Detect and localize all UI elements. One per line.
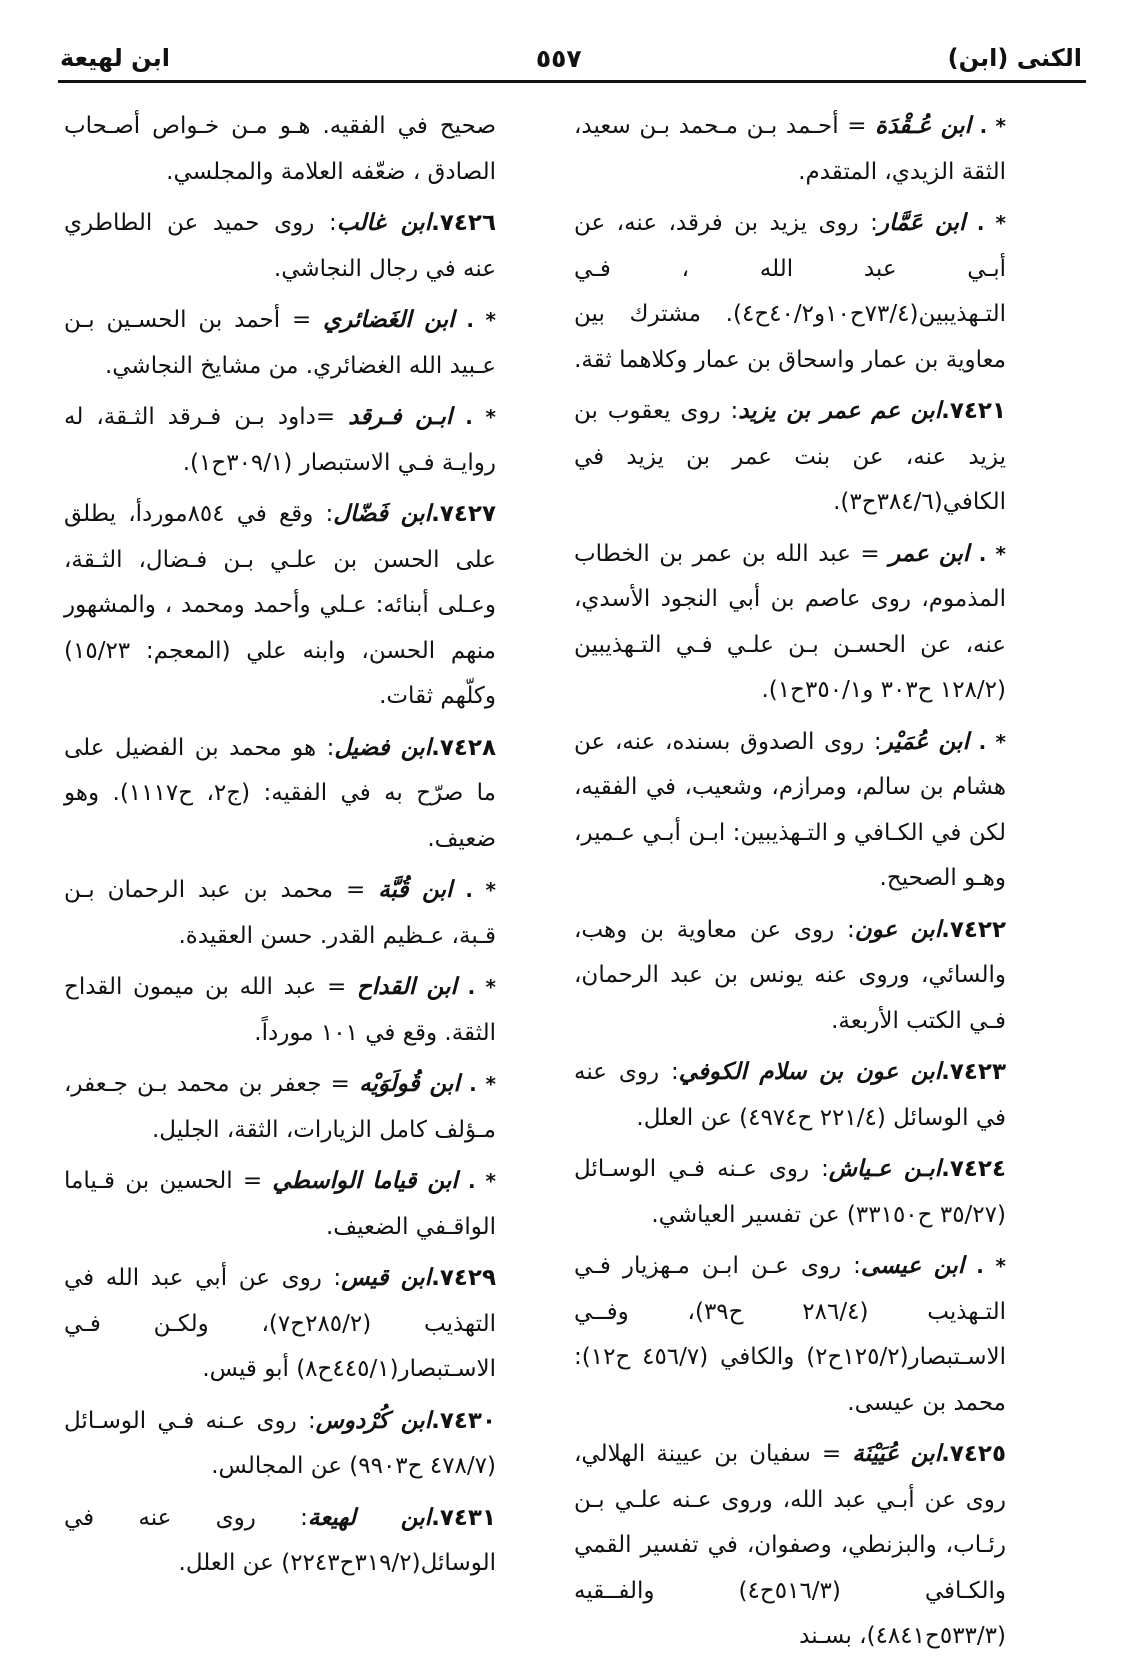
entry-name: ابن قياما الواسطي [272, 1168, 458, 1194]
entry [64, 868, 496, 959]
entry [64, 298, 496, 389]
entry [574, 532, 1006, 714]
entry-number: ٧٤٣١. [431, 1504, 496, 1531]
header-divider [58, 80, 1086, 83]
entry-number: ٧٤٢٥. [941, 1441, 1006, 1467]
entry-text: : روى عـنه فـي الوسـائل (٣٥/٢٧ ح٣٣١٥٠) عن تفسير العياشي. [574, 1156, 1006, 1228]
entry-name: ابن غالب [336, 210, 432, 236]
entry-name: ابن عون [854, 916, 942, 943]
entry-number: ٧٤٢١. [941, 398, 1006, 424]
entry-name: ابـن عـياش [828, 1156, 942, 1182]
entry-text: : روى عن أبي عبد الله في التهذيب (٢٨٥/٢ح٧)، ولكـن فـي الاسـتبصار(٤٤٥/١ح٨) أبو قيس. [64, 1265, 496, 1382]
entry-name: ابن فضيل [334, 734, 432, 761]
left-column [64, 104, 496, 1593]
entry-marker: * . [978, 729, 1006, 754]
entry-text: = عبد الله بن ميمون القداح الثقة. وقع في ١٠١ مورداً. [64, 974, 496, 1046]
entry-text: = جعفر بن محمد بـن جـعفر، مـؤلف كامل الزيارات، الثقة، الجليل. [64, 1071, 496, 1143]
entry-text: : روى يزيد بن فرقد، عنه، عن أبـي عبد الله ، فـي التـهذيبين(٧٣/٤ح١٠و٤٠/٢ح٤). مشترك بين معاوية بن عمار واسحاق بن عمار وكلاهما ثقة. [574, 210, 1006, 373]
entry-marker: * . [465, 878, 496, 902]
page-number: ٥٥٧ [535, 43, 582, 73]
entry-name: ابن عُيَيْنَة [852, 1441, 942, 1467]
entry-name: ابن عمر [889, 540, 970, 567]
entry-marker: * . [976, 211, 1006, 235]
entry-number: ٧٤٢٧. [431, 501, 496, 527]
entry [574, 1147, 1006, 1238]
entry-number: ٧٤٢٩. [431, 1265, 496, 1291]
entry-number: ٧٤٢٤. [941, 1156, 1006, 1182]
entry-continuation: صحيح في الفقيه. هـو مـن خـواص أصـحاب الصادق ، ضعّفه العلامة والمجلسي. [64, 113, 496, 185]
entry-text: : روى عن معاوية بن وهب، والسائي، وروى عنه يونس بن عبد الرحمان، فـي الكتب الأربعة. [574, 916, 1006, 1034]
entry-name: ابن الغَضائري [323, 307, 455, 333]
right-column [574, 104, 1006, 1666]
entry-text: : روى عـن ابـن مـهزيار فـي التـهذيب (٢٨٦/٤ ح٣٩)، وفــي الاسـتبصار(١٢٥/٢ح٢) والكافي (٤٥٦/٧ ح١٢): محمد بن عيسى. [574, 1253, 1006, 1416]
entry [574, 104, 1006, 195]
entry-text: : روى حميد عن الطاطري عنه في رجال النجاشي. [64, 210, 496, 282]
entry-text: = عبد الله بن عمر بن الخطاب المذموم، روى عاصم بن أبي النجود الأسدي، عنه، عن الحسـن بـن علـي فـي التـهذيبين (١٢٨/٢ ح٣٠٣ و٣٥٠/١ح١). [574, 540, 1006, 703]
header-section-title: الكنى (ابن) [947, 44, 1082, 72]
entry [64, 1256, 496, 1393]
entry-text: =داود بـن فـرقد الثـقة، له روايـة فـي الاستبصار (٣٠٩/١ح١). [64, 404, 496, 476]
entry-marker: * . [979, 114, 1006, 138]
entry-name: ابن عون بن سلام الكوفي [678, 1059, 942, 1085]
entry-name: ابن قيس [341, 1265, 432, 1291]
entry-name: ابن قُبَّة [378, 877, 453, 903]
entry-name: ابن عَمَّار [877, 210, 966, 236]
entry [64, 1399, 496, 1490]
entry-marker: * . [467, 975, 496, 999]
entry-text: = أحـمد بـن مـحمد بـن سعيد، الثقة الزيدي، المتقدم. [574, 113, 1006, 185]
entry-number: ٧٤٢٣. [941, 1059, 1006, 1085]
entry [574, 201, 1006, 383]
entry-text: = أحمد بن الحسـين بـن عـبيد الله الغضائري. من مشايخ النجاشي. [64, 307, 496, 379]
entry-text: : روى الصدوق بسنده، عنه، عن هشام بن سالم، ومرازم، وشعيب، في الفقيه، لكن في الكـافي و التـهذيبين: ابـن أبـي عـمير، وهـو الصحيح. [574, 728, 1006, 891]
entry-text: : هو محمد بن الفضيل على ما صرّح به في الفقيه: (ج٢، ح١١١٧). وهو ضعيف. [64, 734, 496, 852]
entry [574, 1432, 1006, 1660]
entry-text: = محمد بن عبد الرحمان بـن قـبة، عـظيم القدر. حسن العقيدة. [64, 877, 496, 949]
entry-name: ابن عُـقْدَة [875, 113, 972, 139]
entry-name: ابن القداح [356, 974, 457, 1000]
entry-text: : روى يعقوب بن يزيد عنه، عن بنت عمر بن يزيد في الكافي(٣٨٤/٦ح٣). [574, 398, 1006, 515]
entry [574, 389, 1006, 526]
entry-name: ابن لهيعة [307, 1504, 432, 1531]
entry [64, 1159, 496, 1250]
entry-text: : روى عـنه فـي الوسـائل (٤٧٨/٧ ح٩٩٠٣) عن المجالس. [64, 1407, 496, 1479]
entry [574, 1244, 1006, 1426]
entry [64, 201, 496, 292]
entry [64, 395, 496, 486]
entry-text: = سفيان بن عيينة الهلالي، روى عن أبـي عبد الله، وروى عـنه علـي بـن رئـاب، والبزنطي، وصفوان، في تفسير القمي والكـافي (٥١٦/٣ح٤) والفــقيه (٥٣٣/٣ح٤٨٤١)، بسـند [574, 1441, 1007, 1649]
entry-name: ابن عيسى [860, 1253, 965, 1279]
entry-name: ابن قُولَوَيْه [359, 1071, 460, 1097]
entry [574, 908, 1006, 1045]
entry [574, 1050, 1006, 1141]
entry [64, 726, 496, 863]
entry-marker: * . [976, 1254, 1006, 1278]
header-running-title: ابن لهيعة [60, 44, 170, 72]
entry-name: ابـن فـرقد [348, 404, 453, 430]
entry-text: : وقع في ٨٥٤موردأ، يطلق على الحسن بن علـي بـن فـضال، الثـقة، وعـلى أبنائه: عـلي وأحمد ومحمد ، والمشهور منهم الحسن، وابنه علي (المعجم: ١٥/٢٣) وكلّهم ثقات. [64, 501, 496, 709]
entry-marker: * . [468, 1169, 496, 1193]
entry-number: ٧٤٣٠. [431, 1407, 496, 1434]
entry [64, 1062, 496, 1153]
entry-name: ابن فَضّال [333, 501, 432, 527]
entry [574, 720, 1006, 902]
entry-marker: * . [465, 405, 496, 429]
entry-marker: * . [466, 308, 497, 332]
entry-text: : روى عنه في الوسائل (٢٢١/٤ ح٤٩٧٤) عن العلل. [574, 1059, 1006, 1131]
entry-text: = الحسين بن قـياما الواقـفي الضعيف. [64, 1168, 496, 1240]
entry-number: ٧٤٢٨. [431, 734, 497, 761]
entry-number: ٧٤٢٦. [431, 210, 497, 236]
entry-marker: * . [978, 541, 1006, 566]
entry [64, 492, 496, 720]
page-header [60, 38, 1082, 78]
entry-name: ابن عم عمر بن يزيد [738, 398, 942, 424]
entry-name: ابن عُمَيْر [881, 728, 969, 755]
entry-number: ٧٤٢٢. [941, 916, 1006, 943]
entry-marker: * . [469, 1072, 497, 1096]
entry-text: : روى عنه في الوسائل(٣١٩/٢ح٢٢٤٣) عن العلل. [64, 1504, 496, 1576]
entry [64, 1496, 496, 1587]
entry [64, 965, 496, 1056]
entry-name: ابن كُرْدوس [315, 1407, 432, 1434]
